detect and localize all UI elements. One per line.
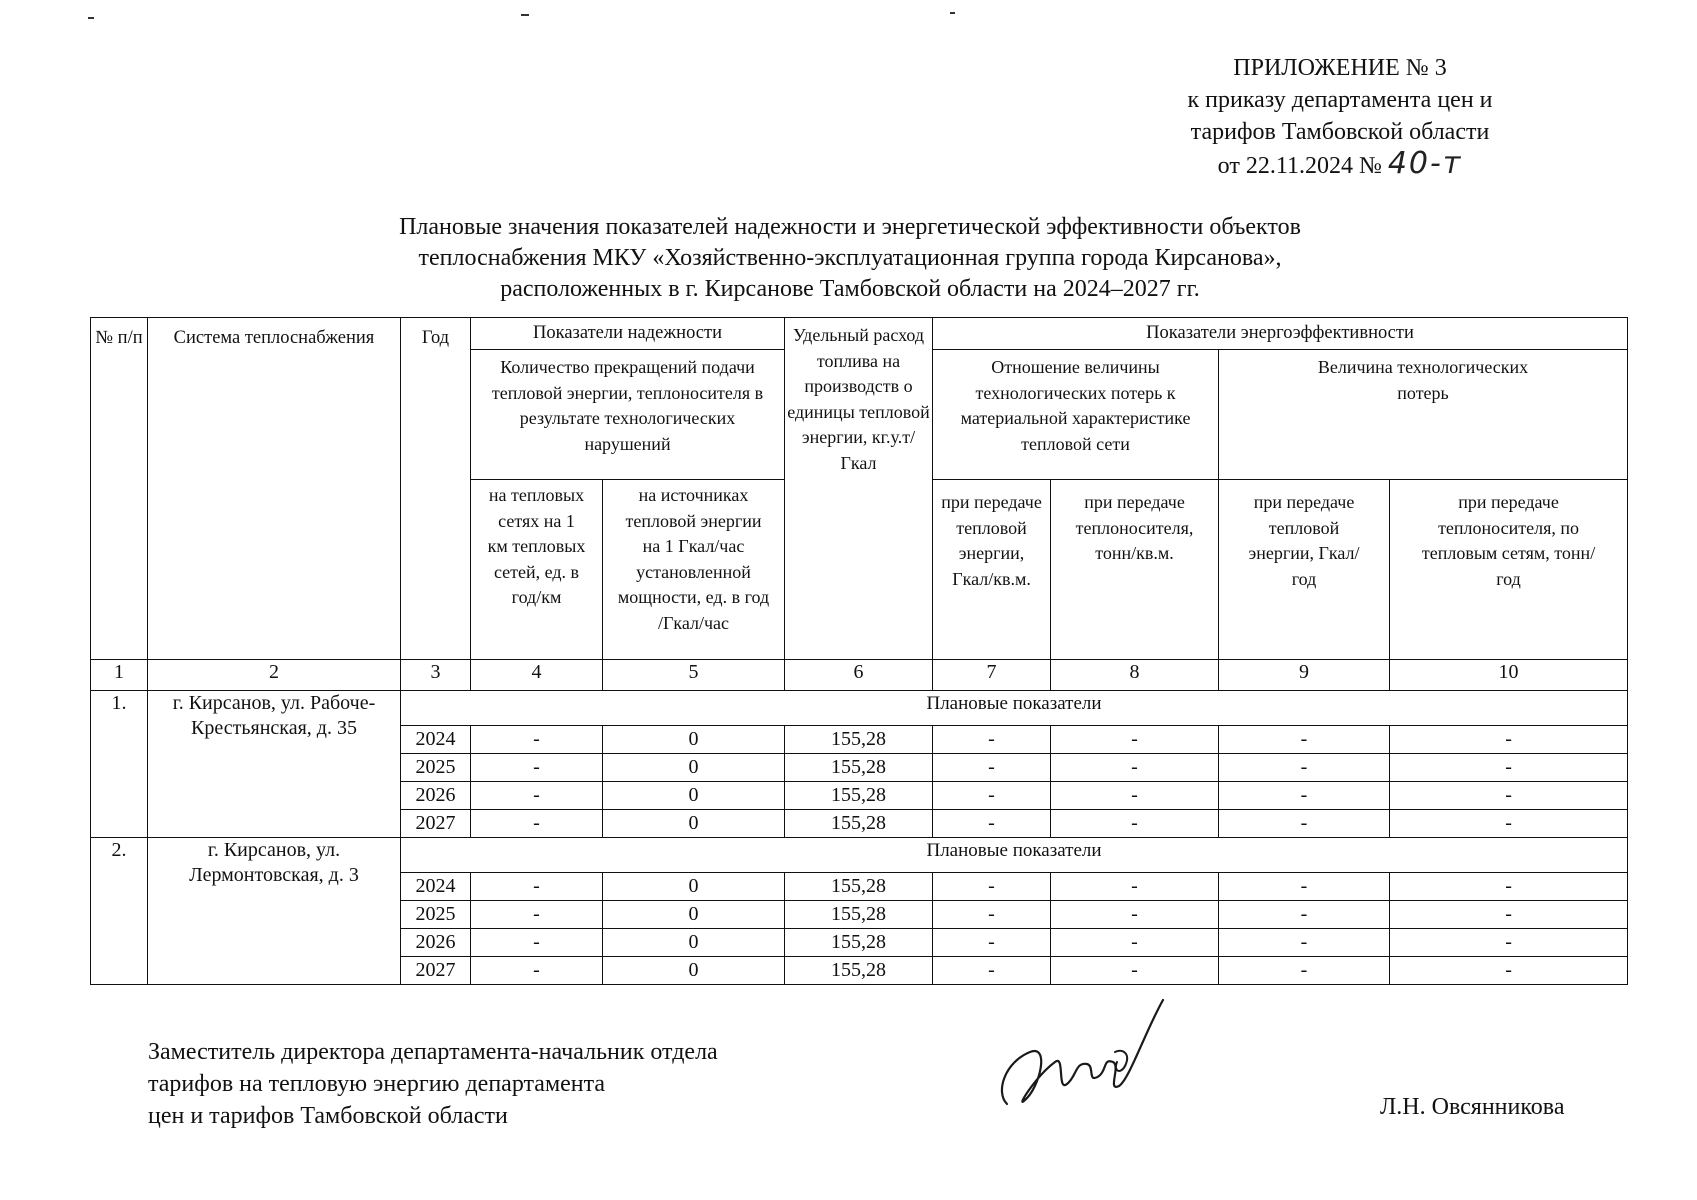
column-number: 6 xyxy=(785,660,933,691)
cell-on-networks: - xyxy=(471,782,603,810)
header-loss-value: Величина технологических потерь xyxy=(1219,350,1628,480)
cell-col10: - xyxy=(1390,810,1628,838)
column-number: 5 xyxy=(603,660,785,691)
appendix-order-ref: к приказу департамента цен и xyxy=(1187,87,1493,113)
object-address: г. Кирсанов, ул. Лермонтовская, д. 3 xyxy=(148,838,401,985)
cell-on-networks: - xyxy=(471,754,603,782)
header-outages: Количество прекращений подачи тепловой энергии, теплоносителя в результате технологических нарушений xyxy=(471,350,785,480)
cell-on-networks: - xyxy=(471,810,603,838)
cell-col9: - xyxy=(1219,754,1390,782)
cell-year: 2027 xyxy=(401,810,471,838)
cell-year: 2025 xyxy=(401,754,471,782)
column-numbers-row xyxy=(91,660,1628,691)
column-number: 10 xyxy=(1390,660,1628,691)
cell-col7: - xyxy=(933,782,1051,810)
cell-fuel: 155,28 xyxy=(785,901,933,929)
column-number: 7 xyxy=(933,660,1051,691)
column-number: 2 xyxy=(148,660,401,691)
cell-fuel: 155,28 xyxy=(785,754,933,782)
cell-col7: - xyxy=(933,929,1051,957)
object-number: 1. xyxy=(91,691,148,838)
cell-fuel: 155,28 xyxy=(785,782,933,810)
header-year: Год xyxy=(401,318,471,660)
cell-on-sources: 0 xyxy=(603,901,785,929)
appendix-date-text: от 22.11.2024 № xyxy=(1217,153,1382,179)
cell-col10: - xyxy=(1390,873,1628,901)
section-row xyxy=(91,691,1628,726)
cell-on-networks: - xyxy=(471,929,603,957)
cell-col7: - xyxy=(933,754,1051,782)
cell-on-sources: 0 xyxy=(603,754,785,782)
signatory-position-line-1: Заместитель директора департамента-начальник отдела xyxy=(148,1039,718,1065)
section-row xyxy=(91,838,1628,873)
cell-col10: - xyxy=(1390,957,1628,985)
handwritten-order-number: 40-т xyxy=(1387,146,1463,181)
column-number: 8 xyxy=(1051,660,1219,691)
object-number: 2. xyxy=(91,838,148,985)
cell-col9: - xyxy=(1219,901,1390,929)
title-line-2: теплоснабжения МКУ «Хозяйственно-эксплуатационная группа города Кирсанова», xyxy=(418,245,1282,271)
appendix-date xyxy=(1150,148,1530,182)
header-fuel: Удельный расход топлива на производств о единицы тепловой энергии, кг.у.т/Гкал xyxy=(785,318,933,660)
column-number: 3 xyxy=(401,660,471,691)
cell-col7: - xyxy=(933,957,1051,985)
document-title xyxy=(200,212,1500,305)
scan-speck xyxy=(950,12,955,14)
signatory-name: Л.Н. Овсянникова xyxy=(1380,1094,1565,1120)
signatory-position-line-2: тарифов на тепловую энергию департамента xyxy=(148,1071,606,1097)
cell-col9: - xyxy=(1219,726,1390,754)
cell-on-networks: - xyxy=(471,726,603,754)
header-system: Система теплоснабжения xyxy=(148,318,401,660)
cell-col10: - xyxy=(1390,782,1628,810)
header-col8: при передаче теплоносителя, тонн/кв.м. xyxy=(1051,480,1219,660)
column-number: 1 xyxy=(91,660,148,691)
header-col9: при передаче тепловой энергии, Гкал/год xyxy=(1219,480,1390,660)
cell-col8: - xyxy=(1051,810,1219,838)
column-number: 4 xyxy=(471,660,603,691)
cell-fuel: 155,28 xyxy=(785,957,933,985)
cell-col9: - xyxy=(1219,929,1390,957)
cell-col8: - xyxy=(1051,957,1219,985)
header-reliability: Показатели надежности xyxy=(471,318,785,350)
cell-col7: - xyxy=(933,726,1051,754)
cell-fuel: 155,28 xyxy=(785,929,933,957)
cell-on-sources: 0 xyxy=(603,726,785,754)
header-nn: № п/п xyxy=(91,318,148,660)
cell-col8: - xyxy=(1051,726,1219,754)
header-on-networks: на тепловых сетях на 1 км тепловых сетей, ед. в год/км xyxy=(471,480,603,660)
cell-on-sources: 0 xyxy=(603,929,785,957)
header-on-sources: на источниках тепловой энергии на 1 Гкал/час установленной мощности, ед. в год /Гкал/час xyxy=(603,480,785,660)
cell-year: 2025 xyxy=(401,901,471,929)
cell-col7: - xyxy=(933,810,1051,838)
cell-year: 2024 xyxy=(401,726,471,754)
appendix-block xyxy=(1150,52,1530,182)
cell-col7: - xyxy=(933,873,1051,901)
cell-col9: - xyxy=(1219,873,1390,901)
cell-col8: - xyxy=(1051,754,1219,782)
cell-col8: - xyxy=(1051,782,1219,810)
title-line-3: расположенных в г. Кирсанове Тамбовской области на 2024–2027 гг. xyxy=(500,276,1200,302)
appendix-department: тарифов Тамбовской области xyxy=(1190,119,1490,145)
cell-on-sources: 0 xyxy=(603,873,785,901)
cell-year: 2026 xyxy=(401,929,471,957)
cell-col8: - xyxy=(1051,873,1219,901)
indicators-table xyxy=(90,317,1628,985)
cell-col9: - xyxy=(1219,957,1390,985)
cell-col10: - xyxy=(1390,901,1628,929)
header-loss-ratio: Отношение величины технологических потерь к материальной характеристике тепловой сети xyxy=(933,350,1219,480)
cell-fuel: 155,28 xyxy=(785,726,933,754)
cell-fuel: 155,28 xyxy=(785,873,933,901)
cell-fuel: 155,28 xyxy=(785,810,933,838)
cell-col10: - xyxy=(1390,726,1628,754)
cell-year: 2026 xyxy=(401,782,471,810)
cell-col8: - xyxy=(1051,901,1219,929)
section-label: Плановые показатели xyxy=(401,691,1628,726)
cell-col10: - xyxy=(1390,929,1628,957)
cell-col9: - xyxy=(1219,782,1390,810)
handwritten-signature xyxy=(995,992,1185,1112)
header-col10: при передаче теплоносителя, по тепловым сетям, тонн/год xyxy=(1390,480,1628,660)
object-address: г. Кирсанов, ул. Рабоче-Крестьянская, д. 35 xyxy=(148,691,401,838)
cell-on-sources: 0 xyxy=(603,782,785,810)
cell-on-networks: - xyxy=(471,873,603,901)
cell-on-sources: 0 xyxy=(603,810,785,838)
cell-on-sources: 0 xyxy=(603,957,785,985)
appendix-number: ПРИЛОЖЕНИЕ № 3 xyxy=(1233,55,1447,81)
section-label: Плановые показатели xyxy=(401,838,1628,873)
cell-on-networks: - xyxy=(471,901,603,929)
cell-col10: - xyxy=(1390,754,1628,782)
header-col7: при передаче тепловой энергии, Гкал/кв.м. xyxy=(933,480,1051,660)
title-line-1: Плановые значения показателей надежности и энергетической эффективности объектов xyxy=(399,214,1301,240)
signatory-position-line-3: цен и тарифов Тамбовской области xyxy=(148,1103,508,1129)
column-number: 9 xyxy=(1219,660,1390,691)
scan-speck xyxy=(521,14,529,16)
cell-on-networks: - xyxy=(471,957,603,985)
cell-col9: - xyxy=(1219,810,1390,838)
signatory-position xyxy=(148,1036,718,1132)
cell-col7: - xyxy=(933,901,1051,929)
scan-speck xyxy=(88,17,94,19)
cell-col8: - xyxy=(1051,929,1219,957)
cell-year: 2024 xyxy=(401,873,471,901)
header-efficiency: Показатели энергоэффективности xyxy=(933,318,1628,350)
cell-year: 2027 xyxy=(401,957,471,985)
